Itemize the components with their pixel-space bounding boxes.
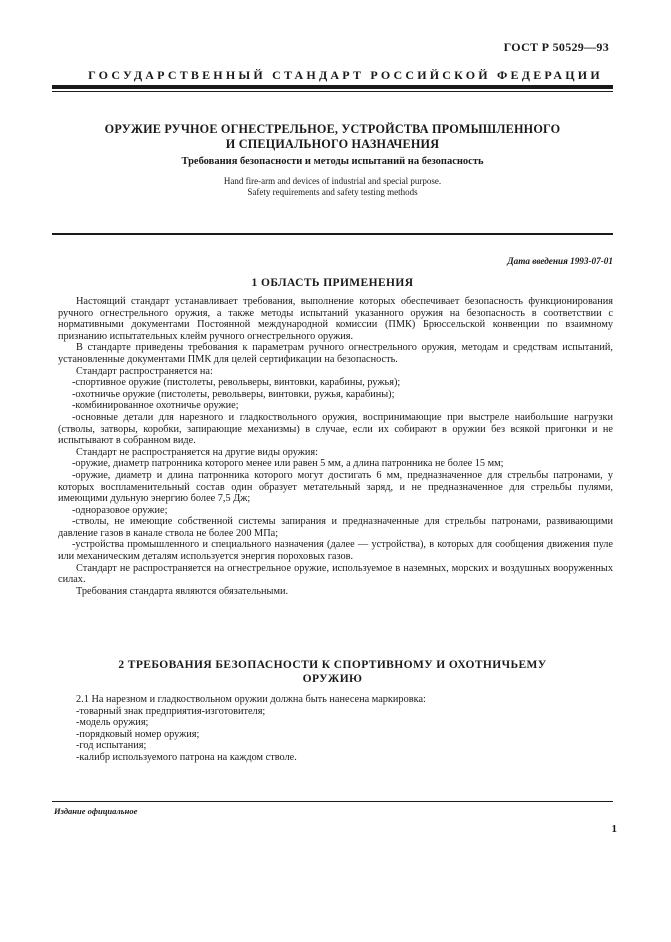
paragraph: Стандарт не распространяется на другие виды оружия: [76, 446, 319, 458]
list-item: -основные детали для нарезного и гладкоствольного оружия, воспринимающие при выстреле наибольшие нагрузки (стволы, затворы, коробки, запирающие механизмы) в случае, если их собирают в оружии без всякой пригонки и не испытывают в собранном виде. [58, 411, 613, 447]
document-subtitle: Требования безопасности и методы испытаний на безопасность [181, 156, 484, 167]
standard-number: ГОСТ Р 50529—93 [503, 40, 609, 54]
english-title-line-2: Safety requirements and safety testing methods [247, 187, 418, 197]
official-edition-label: Издание официальное [54, 806, 138, 816]
list-item: -порядковый номер оружия; [76, 728, 200, 740]
document-title-block [52, 122, 613, 198]
list-item: -модель оружия; [76, 717, 149, 729]
list-item: -одноразовое оружие; [72, 504, 168, 516]
header-rule-thin [52, 91, 613, 92]
section-2-heading-line-1: 2 ТРЕБОВАНИЯ БЕЗОПАСНОСТИ К СПОРТИВНОМУ И ОХОТНИЧЬЕМУ [118, 659, 547, 671]
list-item: -год испытания; [76, 740, 147, 752]
paragraph: Требования стандарта являются обязательными. [76, 585, 289, 597]
effective-date: Дата введения 1993-07-01 [507, 256, 613, 266]
list-item: -оружие, диаметр и длина патронника которого могут достигать 6 мм, предназначенное для стрельбы патронами, у которых воспламенительный состав один образует метательный заряд, и не предназначенное для стрельбы пулями, имеющими дульную энергию более 7,5 Дж; [58, 469, 613, 505]
section-1-body [58, 296, 613, 597]
list-item: -спортивное оружие (пистолеты, револьверы, винтовки, карабины, ружья); [72, 377, 401, 389]
list-item: -товарный знак предприятия-изготовителя; [76, 705, 266, 717]
paragraph: Стандарт распространяется на: [76, 365, 213, 377]
section-1-heading: 1 ОБЛАСТЬ ПРИМЕНЕНИЯ [251, 277, 414, 289]
section-2-heading-line-2: ОРУЖИЮ [302, 673, 363, 685]
title-rule [52, 233, 613, 235]
footer-rule [52, 801, 613, 802]
page-number: 1 [611, 823, 617, 835]
document-title-line-2: И СПЕЦИАЛЬНОГО НАЗНАЧЕНИЯ [225, 137, 440, 151]
paragraph: В стандарте приведены требования к параметрам ручного огнестрельного оружия, методам и средствам испытаний, установленные документами ПМК для целей сертификации на безопасность. [58, 342, 613, 365]
list-item: -устройства промышленного и специального назначения (далее — устройства), в которых для сообщения движения пуле или механическим деталям используется энергия пороховых газов. [58, 539, 613, 563]
section-2-body [76, 694, 613, 764]
list-item: -калибр используемого патрона на каждом стволе. [76, 751, 297, 763]
list-item: -оружие, диаметр патронника которого менее или равен 5 мм, а длина патронника не более 15 мм; [72, 458, 504, 470]
document-title-line-1: ОРУЖИЕ РУЧНОЕ ОГНЕСТРЕЛЬНОЕ, УСТРОЙСТВА ПРОМЫШЛЕННОГО [104, 122, 561, 136]
list-item: -комбинированное охотничье оружие; [72, 400, 239, 412]
header-rule-thick [52, 85, 613, 89]
list-item: -охотничье оружие (пистолеты, револьверы, винтовки, ружья, карабины); [72, 388, 395, 400]
paragraph: Настоящий стандарт устанавливает требования, выполнение которых обеспечивает безопасность функционирования ручного огнестрельного оружия, а также методы испытаний указанного оружия на безопасность в соответствии с нормативными документами Постоянной международной комиссии (ПМК) Брюссельской конвенции по взаимному признанию испытательных клейм ручного огнестрельного оружия. [58, 296, 613, 342]
list-item: -стволы, не имеющие собственной системы запирания и предназначенные для стрельбы патронами, развивающими давление газов в канале ствола не более 200 МПа; [58, 516, 613, 539]
section-2-heading [52, 658, 613, 686]
paragraph: Стандарт не распространяется на огнестрельное оружие, используемое в наземных, морских и воздушных вооруженных силах. [58, 562, 613, 586]
paragraph: 2.1 На нарезном и гладкоствольном оружии должна быть нанесена маркировка: [76, 694, 426, 705]
organization-title: ГОСУДАРСТВЕННЫЙ СТАНДАРТ РОССИЙСКОЙ ФЕДЕРАЦИИ [88, 68, 603, 82]
english-title-line-1: Hand fire-arm and devices of industrial and special purpose. [223, 176, 442, 186]
